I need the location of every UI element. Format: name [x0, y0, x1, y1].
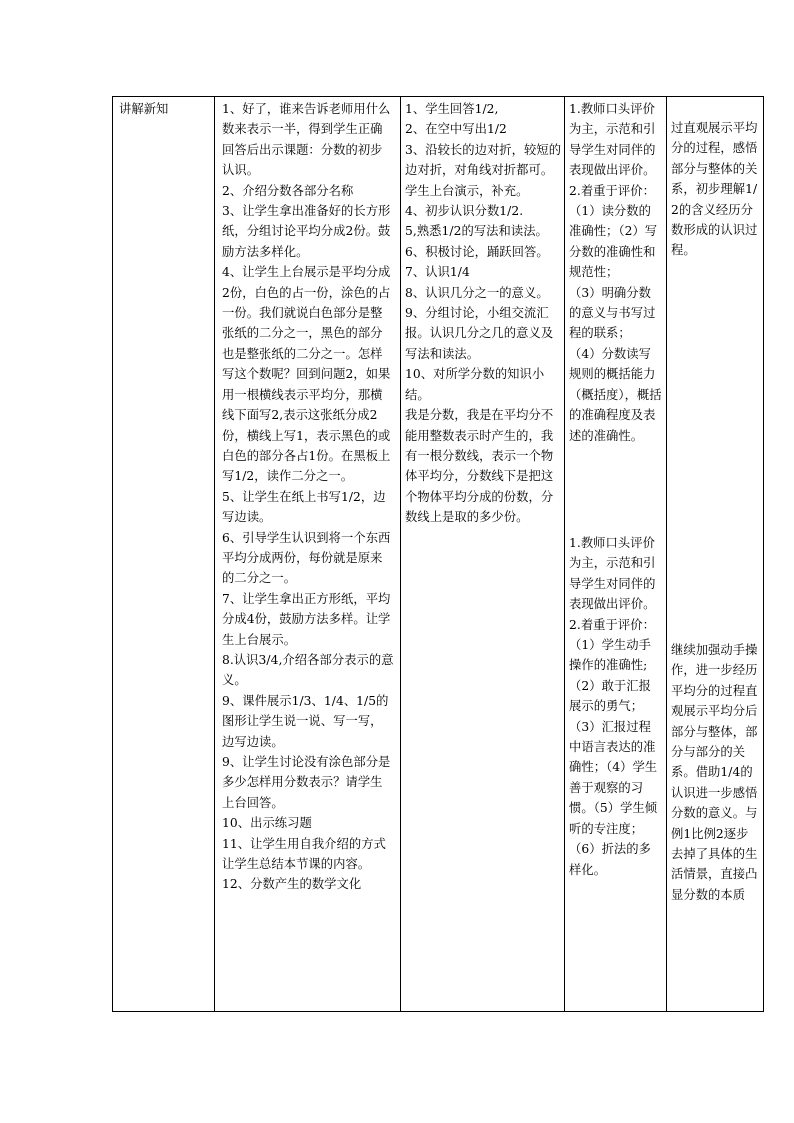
student-activity-5: 5,熟悉1/2的写法和读法。 — [405, 224, 548, 239]
teacher-activity-2: 2、介绍分数各部分名称 — [222, 183, 354, 198]
student-activity-7: 7、认识1/4 — [405, 265, 470, 280]
student-activity-10: 10、对所学分数的知识小结。 — [405, 367, 545, 402]
evaluation-2-line-3: （1）学生动手操作的准确性;（2）敢于汇报展示的勇气；（3）汇报过程中语言表达的准确性；（4）学生善于观察的习惯。（5）学生倾听的专注度；（6）折法的多样化。 — [569, 638, 658, 877]
design-intent-2: 继续加强动手操作，进一步经历平均分的过程直观展示平均分后部分与整体，部分与部分的关系。借助1/4的认识进一步感悟分数的意义。与例1比例2逐步去掉了具体的生活情景，直接凸显分数的本质 — [671, 643, 758, 902]
teacher-activity-6: 6、引导学生认识到将一个东西平均分成两份，每份就是原来的二分之一。 — [222, 530, 391, 586]
student-activities-cell — [401, 97, 565, 1011]
evaluation-1-line-2: 2.着重于评价： — [569, 183, 655, 198]
evaluation-1-line-4: （3）明确分数的意义与书写过程的联系； — [569, 285, 656, 341]
student-activity-6: 6、积极讨论，踊跃回答。 — [405, 244, 549, 259]
stage-label: 讲解新知 — [119, 102, 169, 116]
teacher-activity-9: 9、课件展示1/3、1/4、1/5的图形让学生说一说、写一写，边写边读。 — [222, 693, 389, 749]
teacher-activity-5: 5、让学生在纸上书写1/2，边写边读。 — [222, 489, 386, 525]
evaluation-1-line-3: （1）读分数的准确性；（2）写分数的准确性和规范性； — [569, 204, 658, 280]
lesson-plan-table — [112, 96, 764, 1012]
student-activity-9: 9、分组讨论，小组交流汇报。认识几分之几的意义及写法和读法。 — [405, 306, 554, 361]
student-activity-11: 我是分数，我是在平均分不能用整数表示时产生的，我有一根分数线，表示一个物体平均分，分数线下是把这个物体平均分成的份数，分数线上是取的多少份。 — [405, 408, 554, 525]
teacher-activity-8: 8.认识3/4,介绍各部分表示的意义。 — [222, 652, 394, 688]
design-intent-cell — [667, 97, 763, 1011]
evaluation-1-line-5: （4）分数读写规则的概括能力（概括度），概括的准确程度及表述的准确性。 — [569, 346, 662, 443]
evaluation-cell — [565, 97, 667, 1011]
evaluation-2-line-1: 1.教师口头评价为主，示范和引导学生对同伴的表现做出评价。 — [569, 536, 656, 612]
student-activity-1: 1、学生回答1/2, — [405, 102, 499, 116]
stage-cell — [113, 97, 215, 1011]
evaluation-block-2 — [569, 533, 663, 880]
student-activity-2: 2、在空中写出1/2 — [405, 122, 507, 137]
evaluation-2-line-2: 2.着重于评价： — [569, 617, 655, 632]
teacher-activities-cell — [215, 97, 401, 1011]
teacher-activity-12: 11、让学生用自我介绍的方式让学生总结本节课的内容。 — [222, 836, 386, 872]
student-activity-4: 4、初步认识分数1/2. — [405, 204, 524, 219]
teacher-activity-11: 10、出示练习题 — [222, 816, 312, 831]
teacher-activity-7: 7、让学生拿出正方形纸，平均分成4份，鼓励方法多样。让学生上台展示。 — [222, 591, 391, 647]
student-activity-3: 3、沿较长的边对折，较短的边对折，对角线对折都可。学生上台演示，补充。 — [405, 142, 562, 198]
teacher-activity-1: 1、好了，谁来告诉老师用什么数来表示一半，得到学生正确回答后出示课题：分数的初步认识。 — [222, 102, 391, 178]
teacher-activity-4: 4、让学生上台展示是平均分成2份，白色的占一份，涂色的占一份。我们就说白色部分是整张纸的二分之一，黑色的部分也是整张纸的二分之一。怎样写这个数呢？回到问题2，如果用一根横线表示平均分，那横线下面写2,表示这张纸分成2份，横线上写1，表示黑色的或白色的部分各占1份。在黑板上写1/2，读作二分之一。 — [222, 265, 391, 484]
teacher-activity-13: 12、分数产生的数学文化 — [222, 877, 362, 892]
design-intent-1: 过直观展示平均分的过程，感悟部分与整体的关系，初步理解1/2的含义经历分数形成的认识过程。 — [671, 121, 758, 258]
student-activities-list — [405, 99, 563, 528]
evaluation-1-line-1: 1.教师口头评价为主，示范和引导学生对同伴的表现做出评价。 — [569, 102, 656, 178]
student-activity-8: 8、认识几分之一的意义。 — [405, 285, 549, 300]
teacher-activity-10: 9、让学生讨论没有涂色部分是多少怎样用分数表示？请学生上台回答。 — [222, 755, 391, 810]
teacher-activity-3: 3、让学生拿出准备好的长方形纸，分组讨论平均分成2份。鼓励方法多样化。 — [222, 204, 391, 259]
teacher-activities-list — [222, 99, 394, 895]
evaluation-block-1 — [569, 99, 663, 446]
